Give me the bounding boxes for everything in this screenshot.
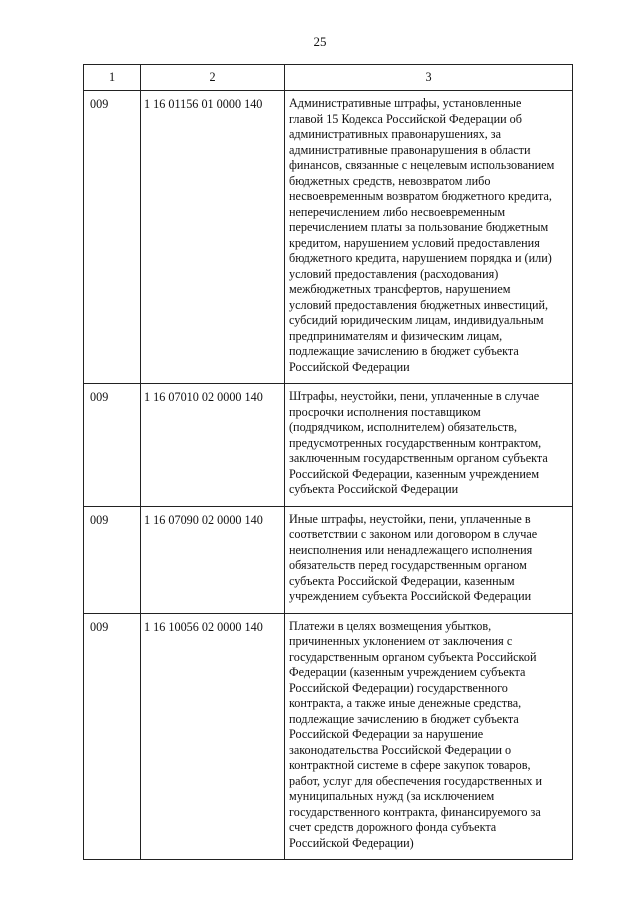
description-line: условий предоставления (расходования)	[289, 266, 499, 281]
description-line: кредитом, нарушением условий предоставления	[289, 235, 540, 250]
description-line: Российской Федерации, казенным учреждением	[289, 466, 540, 481]
description-line: заключенным государственным органом субъекта	[289, 451, 548, 465]
description-line: Платежи в целях возмещения убытков,	[289, 618, 492, 633]
description-line: предпринимателям и физическим лицам,	[289, 328, 503, 343]
description-line: бюджетных средств, невозвратом либо	[289, 173, 491, 188]
description-line: Федерации (казенным учреждением субъекта	[289, 665, 526, 679]
description-line: субсидий юридическим лицам, индивидуальным	[289, 313, 544, 327]
description-line: контрактной системе в сфере закупок товаров,	[289, 758, 531, 772]
description-line: административных правонарушениях, за	[289, 127, 502, 141]
description-line: межбюджетных трансфертов, нарушением	[289, 282, 511, 296]
revenue-codes-table	[83, 64, 573, 860]
description-line: государственного контракта, финансируемого за	[289, 804, 541, 819]
admin-code-cell: 009	[84, 384, 141, 507]
description-cell	[285, 506, 573, 613]
description-line: подлежащие зачислению в бюджет субъекта	[289, 344, 519, 358]
description-line: главой 15 Кодекса Российской Федерации об	[289, 111, 522, 126]
description-line: подлежащие зачислению в бюджет субъекта	[289, 711, 519, 726]
description-cell	[285, 613, 573, 860]
description-line: предусмотренных государственным контрактом,	[289, 435, 542, 450]
description-line: (подрядчиком, исполнителем) обязательств,	[289, 420, 518, 434]
column-header-3: 3	[285, 65, 573, 91]
description-line: перечислением платы за пользование бюджетным	[289, 220, 549, 234]
description-line: причиненных уклонением от заключения с	[289, 634, 513, 648]
description-line: законодательства Российской Федерации о	[289, 742, 512, 757]
admin-code-cell: 009	[84, 91, 141, 384]
description-line: субъекта Российской Федерации	[289, 482, 459, 496]
description-line: государственным органом субъекта Российской	[289, 649, 537, 664]
description-line: Российской Федерации	[289, 359, 410, 374]
admin-code-cell: 009	[84, 506, 141, 613]
table-row	[84, 91, 573, 384]
description-line: обязательств перед государственным органом	[289, 558, 527, 572]
description-line: субъекта Российской Федерации, казенным	[289, 573, 515, 588]
description-line: финансов, связанные с нецелевым использованием	[289, 158, 555, 172]
description-line: Штрафы, неустойки, пени, уплаченные в случае	[289, 389, 540, 403]
description-cell	[285, 91, 573, 384]
description-line: контракта, а также иные денежные средства,	[289, 696, 522, 710]
budget-code-cell: 1 16 07090 02 0000 140	[141, 506, 285, 613]
description-line: работ, услуг для обеспечения государственных и	[289, 773, 543, 788]
budget-code-cell: 1 16 07010 02 0000 140	[141, 384, 285, 507]
description-line: неисполнения или ненадлежащего исполнения	[289, 542, 533, 557]
budget-code-cell: 1 16 10056 02 0000 140	[141, 613, 285, 860]
description-line: Российской Федерации за нарушение	[289, 727, 484, 741]
description-line: соответствии с законом или договором в случае	[289, 527, 538, 541]
description-line: условий предоставления бюджетных инвестиций,	[289, 297, 549, 312]
description-line: Иные штрафы, неустойки, пени, уплаченные в	[289, 511, 531, 526]
budget-code-cell: 1 16 01156 01 0000 140	[141, 91, 285, 384]
table-row	[84, 384, 573, 507]
table-row	[84, 613, 573, 860]
description-line: бюджетного кредита, нарушением порядка и (или)	[289, 251, 552, 265]
page-number: 25	[313, 34, 327, 49]
description-line: Российской Федерации)	[289, 835, 414, 850]
description-line: просрочки исполнения поставщиком	[289, 404, 481, 419]
table-header-row	[84, 65, 573, 91]
description-line: несвоевременным возвратом бюджетного кредита,	[289, 189, 552, 203]
description-line: неперечислением либо несвоевременным	[289, 204, 506, 219]
column-header-2: 2	[141, 65, 285, 91]
table-body	[84, 91, 573, 860]
description-line: муниципальных нужд (за исключением	[289, 789, 495, 803]
table-row	[84, 506, 573, 613]
column-header-1: 1	[84, 65, 141, 91]
description-line: Административные штрафы, установленные	[289, 96, 522, 110]
admin-code-cell: 009	[84, 613, 141, 860]
description-cell	[285, 384, 573, 507]
description-line: административные правонарушения в области	[289, 142, 531, 157]
description-line: Российской Федерации) государственного	[289, 680, 508, 695]
description-line: учреждением субъекта Российской Федерации	[289, 589, 532, 603]
description-line: счет средств дорожного фонда субъекта	[289, 820, 497, 834]
